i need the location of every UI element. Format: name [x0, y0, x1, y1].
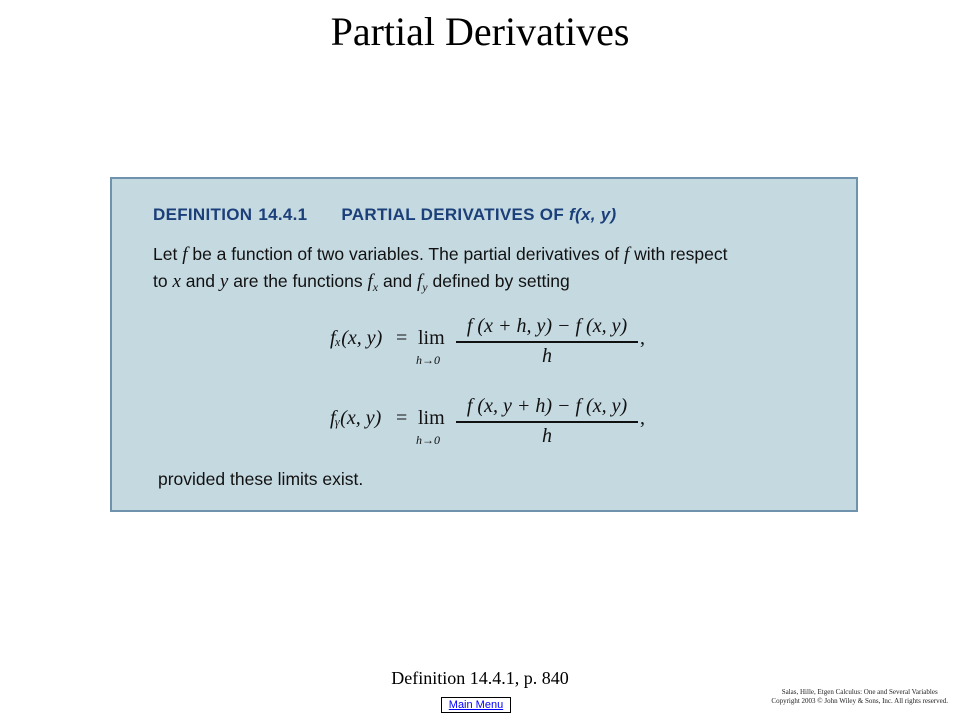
limit-operator: lim [418, 327, 445, 349]
body-text: and [382, 271, 413, 291]
math-fx [367, 271, 378, 292]
main-menu-button[interactable]: Main Menu [441, 697, 511, 713]
definition-box [110, 177, 858, 512]
slide-caption: Definition 14.4.1, p. 840 [391, 668, 569, 688]
math-f: f [182, 244, 188, 265]
equals-sign: = [396, 327, 408, 349]
fraction-bar [456, 341, 638, 343]
math-fx-sub: x [372, 280, 379, 294]
limit-subscript: h→0 [416, 353, 440, 367]
body-text: Let [153, 244, 178, 264]
body-text: be a function of two variables. The partial derivatives of [192, 244, 620, 264]
body-text: and [185, 271, 215, 291]
denominator: h [542, 424, 552, 447]
math-y: y [219, 271, 229, 292]
equation-comma: , [640, 407, 645, 429]
copyright-line: Copyright 2003 © John Wiley & Sons, Inc. All rights reserved. [771, 697, 948, 705]
math-fx-base: f [367, 271, 373, 292]
limit-subscript: h→0 [416, 433, 440, 447]
math-fy [417, 271, 428, 292]
numerator: f (x + h, y) − f (x, y) [466, 315, 628, 337]
body-text: defined by setting [432, 271, 570, 291]
math-fy-sub: y [422, 280, 428, 294]
definition-title: PARTIAL DERIVATIVES OF [341, 205, 564, 224]
equals-sign: = [396, 407, 408, 429]
definition-label: DEFINITION [153, 205, 253, 224]
body-text: are the functions [233, 271, 363, 291]
definition-title-math: f(x, y) [569, 205, 617, 224]
limit-operator: lim [418, 407, 445, 429]
definition-number: 14.4.1 [258, 205, 308, 224]
body-text: to [153, 271, 168, 291]
equation-lhs: fₓ(x, y) [330, 327, 383, 349]
difference-quotient [456, 315, 638, 368]
slide-title: Partial Derivatives [330, 9, 630, 54]
numerator: f (x, y + h) − f (x, y) [466, 395, 628, 417]
math-f: f [623, 244, 630, 265]
equation-comma: , [640, 327, 645, 349]
math-x: x [172, 271, 181, 292]
copyright-notice [771, 688, 948, 706]
fraction-bar [456, 421, 638, 423]
difference-quotient [456, 395, 638, 448]
definition-heading [153, 205, 616, 225]
definition-footer: provided these limits exist. [158, 469, 364, 489]
definition-body [153, 241, 843, 300]
denominator: h [542, 344, 552, 367]
math-fy-base: f [417, 271, 423, 292]
copyright-line: Salas, Hille, Etgen Calculus: One and Several Variables [781, 688, 938, 696]
body-text: with respect [634, 244, 728, 264]
equation-lhs: fᵧ(x, y) [330, 407, 382, 429]
